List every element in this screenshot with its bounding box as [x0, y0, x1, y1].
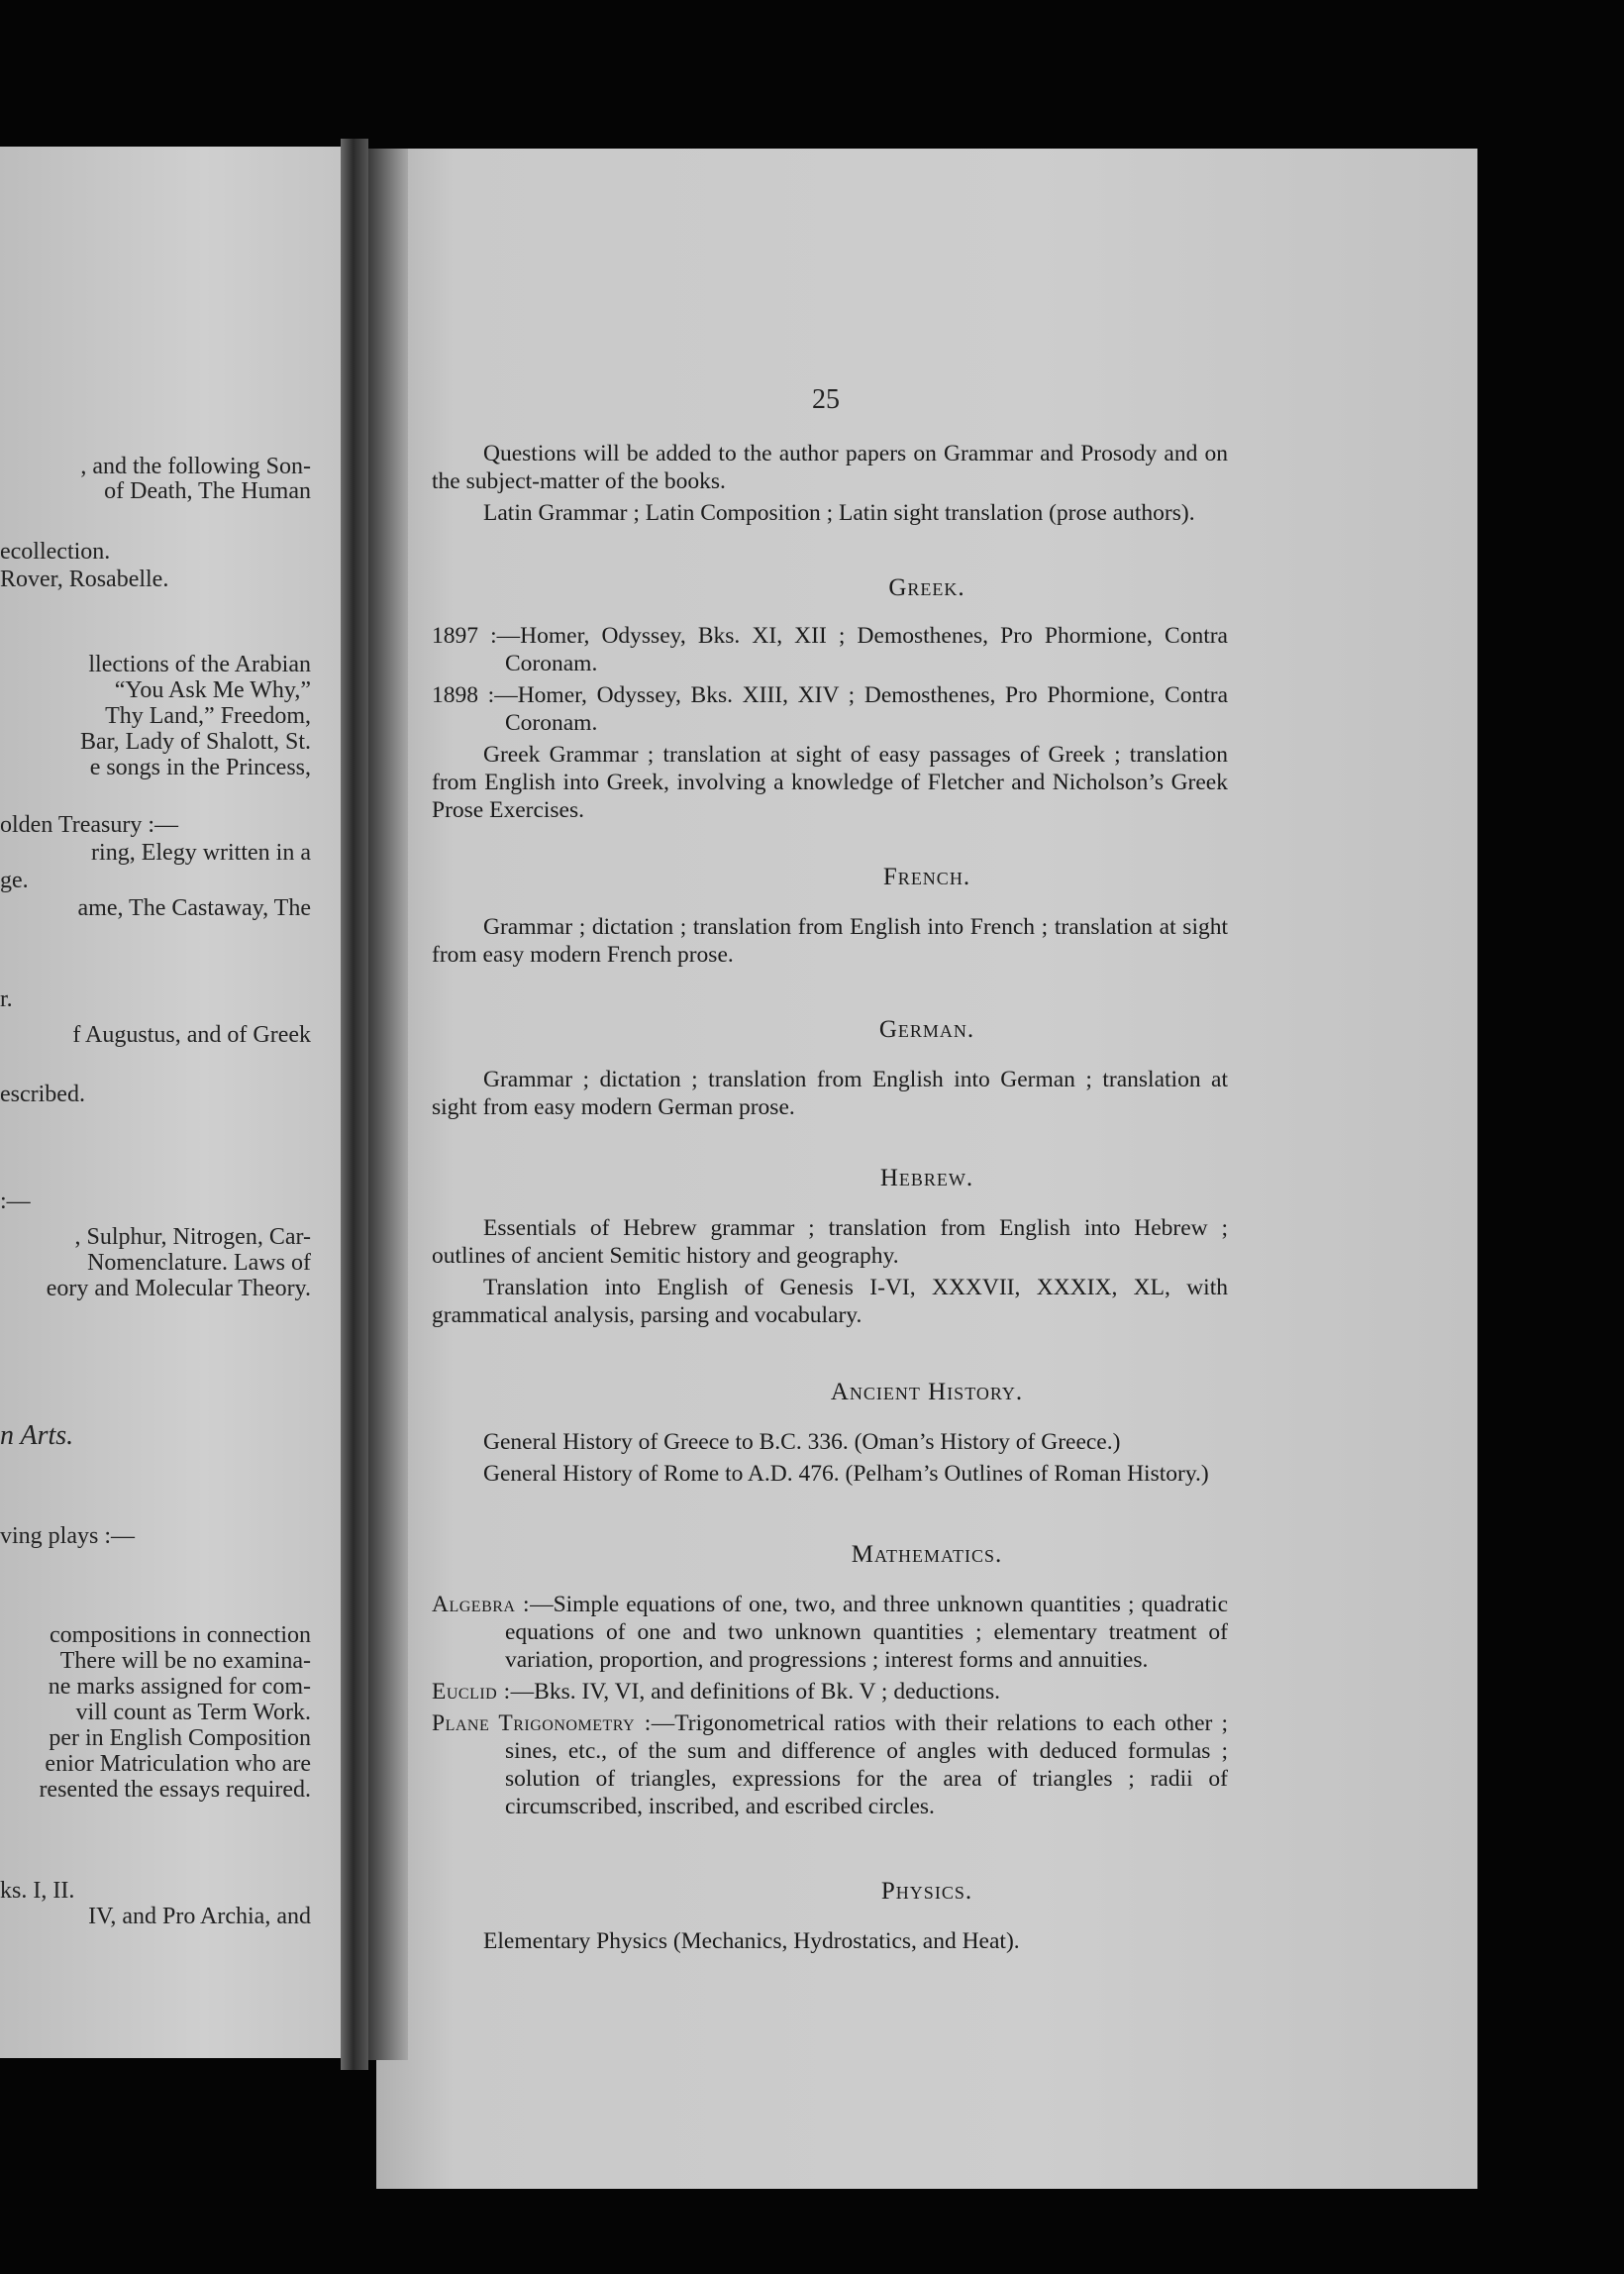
left-line: , Sulphur, Nitrogen, Car-: [74, 1224, 311, 1250]
french-section: [432, 913, 1228, 969]
greek-paragraph: Greek Grammar ; translation at sight of easy passages of Greek ; translation from English into Greek, involving a knowledge of Fletcher and Nicholson’s Greek Prose Exercises.: [432, 742, 1228, 823]
ancient-history-heading: Ancient History.: [830, 1379, 1024, 1405]
physics-heading: Physics.: [880, 1878, 973, 1905]
ancient-history-paragraph-1: General History of Greece to B.C. 336. (Oman’s History of Greece.): [483, 1429, 1121, 1455]
mathematics-heading: Mathematics.: [851, 1541, 1003, 1568]
french-heading: French.: [882, 864, 971, 890]
left-line: ne marks assigned for com-: [48, 1674, 311, 1700]
left-line: enior Matriculation who are: [45, 1751, 311, 1777]
left-line: resented the essays required.: [39, 1777, 311, 1803]
mathematics-section: [432, 1591, 1228, 1820]
german-paragraph: Grammar ; dictation ; translation from English into German ; translation at sight from easy modern German prose.: [432, 1067, 1228, 1120]
left-line: r.: [0, 986, 13, 1012]
left-line: n Arts.: [0, 1420, 74, 1451]
german-section: [432, 1066, 1228, 1121]
french-paragraph: Grammar ; dictation ; translation from English into French ; translation at sight from easy modern French prose.: [432, 914, 1228, 968]
ancient-history-section: [432, 1428, 1228, 1488]
left-line: ame, The Castaway, The: [77, 895, 311, 921]
greek-section: [432, 622, 1228, 824]
latin-section: [432, 440, 1228, 527]
trigonometry-text: —Trigonometrical ratios with their relations to each other ; sines, etc., of the sum and difference of angles with deduced formulas ; solution of triangles, expressions for the area of triangles ; radii of circumscribed, inscribed, and escribed circles.: [505, 1710, 1228, 1819]
left-line: Rover, Rosabelle.: [0, 567, 169, 592]
algebra-entry: [432, 1591, 1228, 1674]
left-line: There will be no examina-: [59, 1648, 311, 1674]
left-line: “You Ask Me Why,”: [114, 677, 311, 703]
left-line: Bar, Lady of Shalott, St.: [79, 729, 311, 755]
left-line: IV, and Pro Archia, and: [88, 1904, 311, 1929]
left-line: vill count as Term Work.: [75, 1700, 311, 1725]
left-line: e songs in the Princess,: [89, 755, 311, 780]
left-line: , and the following Son-: [80, 454, 311, 479]
hebrew-paragraph-2: Translation into English of Genesis I-VI, XXXVII, XXXIX, XL, with grammatical analysis, parsing and vocabulary.: [432, 1275, 1228, 1328]
greek-heading: Greek.: [888, 574, 965, 601]
gutter-shadow: [368, 149, 408, 2060]
left-line: ring, Elegy written in a: [91, 840, 311, 866]
left-line: eory and Molecular Theory.: [46, 1276, 311, 1301]
left-line: ecollection.: [0, 539, 111, 565]
algebra-text: —Simple equations of one, two, and three unknown quantities ; quadratic equations of one and two unknown quantities ; elementary treatment of variation, proportion, and progressions ; interest forms and annuities.: [505, 1592, 1228, 1673]
page-number: 25: [812, 384, 840, 415]
hebrew-paragraph-1: Essentials of Hebrew grammar ; translation from English into Hebrew ; outlines of ancient Semitic history and geography.: [432, 1215, 1228, 1269]
trigonometry-entry: [432, 1709, 1228, 1820]
latin-paragraph-2: Latin Grammar ; Latin Composition ; Latin sight translation (prose authors).: [483, 500, 1195, 526]
left-line: llections of the Arabian: [88, 652, 311, 677]
left-line: ks. I, II.: [0, 1878, 75, 1904]
left-line: per in English Composition: [49, 1725, 311, 1751]
hebrew-section: [432, 1214, 1228, 1329]
left-line: escribed.: [0, 1082, 85, 1107]
left-line: compositions in connection: [50, 1622, 311, 1648]
euclid-text: —Bks. IV, VI, and definitions of Bk. V ; deductions.: [510, 1679, 1001, 1705]
left-line: Thy Land,” Freedom,: [105, 703, 311, 729]
left-page: [0, 147, 341, 2058]
hebrew-heading: Hebrew.: [879, 1165, 974, 1191]
left-line: of Death, The Human: [104, 478, 311, 504]
left-line: olden Treasury :—: [0, 812, 178, 838]
german-heading: German.: [878, 1016, 975, 1043]
euclid-label: Euclid :: [432, 1679, 511, 1705]
greek-1898: 1898 :—Homer, Odyssey, Bks. XIII, XIV ; Demosthenes, Pro Phormione, Contra Coronam.: [432, 682, 1228, 736]
trigonometry-label: Plane Trigonometry :: [432, 1710, 652, 1736]
greek-1897: 1897 :—Homer, Odyssey, Bks. XI, XII ; Demosthenes, Pro Phormione, Contra Coronam.: [432, 623, 1228, 676]
left-line: ving plays :—: [0, 1523, 135, 1549]
latin-paragraph-1: Questions will be added to the author papers on Grammar and Prosody and on the subject-matter of the books.: [432, 441, 1228, 494]
algebra-label: Algebra :: [432, 1592, 531, 1617]
euclid-entry: [432, 1678, 1228, 1706]
physics-section: [432, 1927, 1228, 1955]
left-line: f Augustus, and of Greek: [72, 1022, 311, 1048]
book-gutter: [341, 139, 368, 2070]
left-line: ge.: [0, 868, 29, 893]
left-line: :—: [0, 1189, 31, 1214]
left-line: Nomenclature. Laws of: [87, 1250, 311, 1276]
physics-paragraph: Elementary Physics (Mechanics, Hydrostatics, and Heat).: [483, 1928, 1020, 1954]
ancient-history-paragraph-2: General History of Rome to A.D. 476. (Pelham’s Outlines of Roman History.): [483, 1461, 1209, 1487]
